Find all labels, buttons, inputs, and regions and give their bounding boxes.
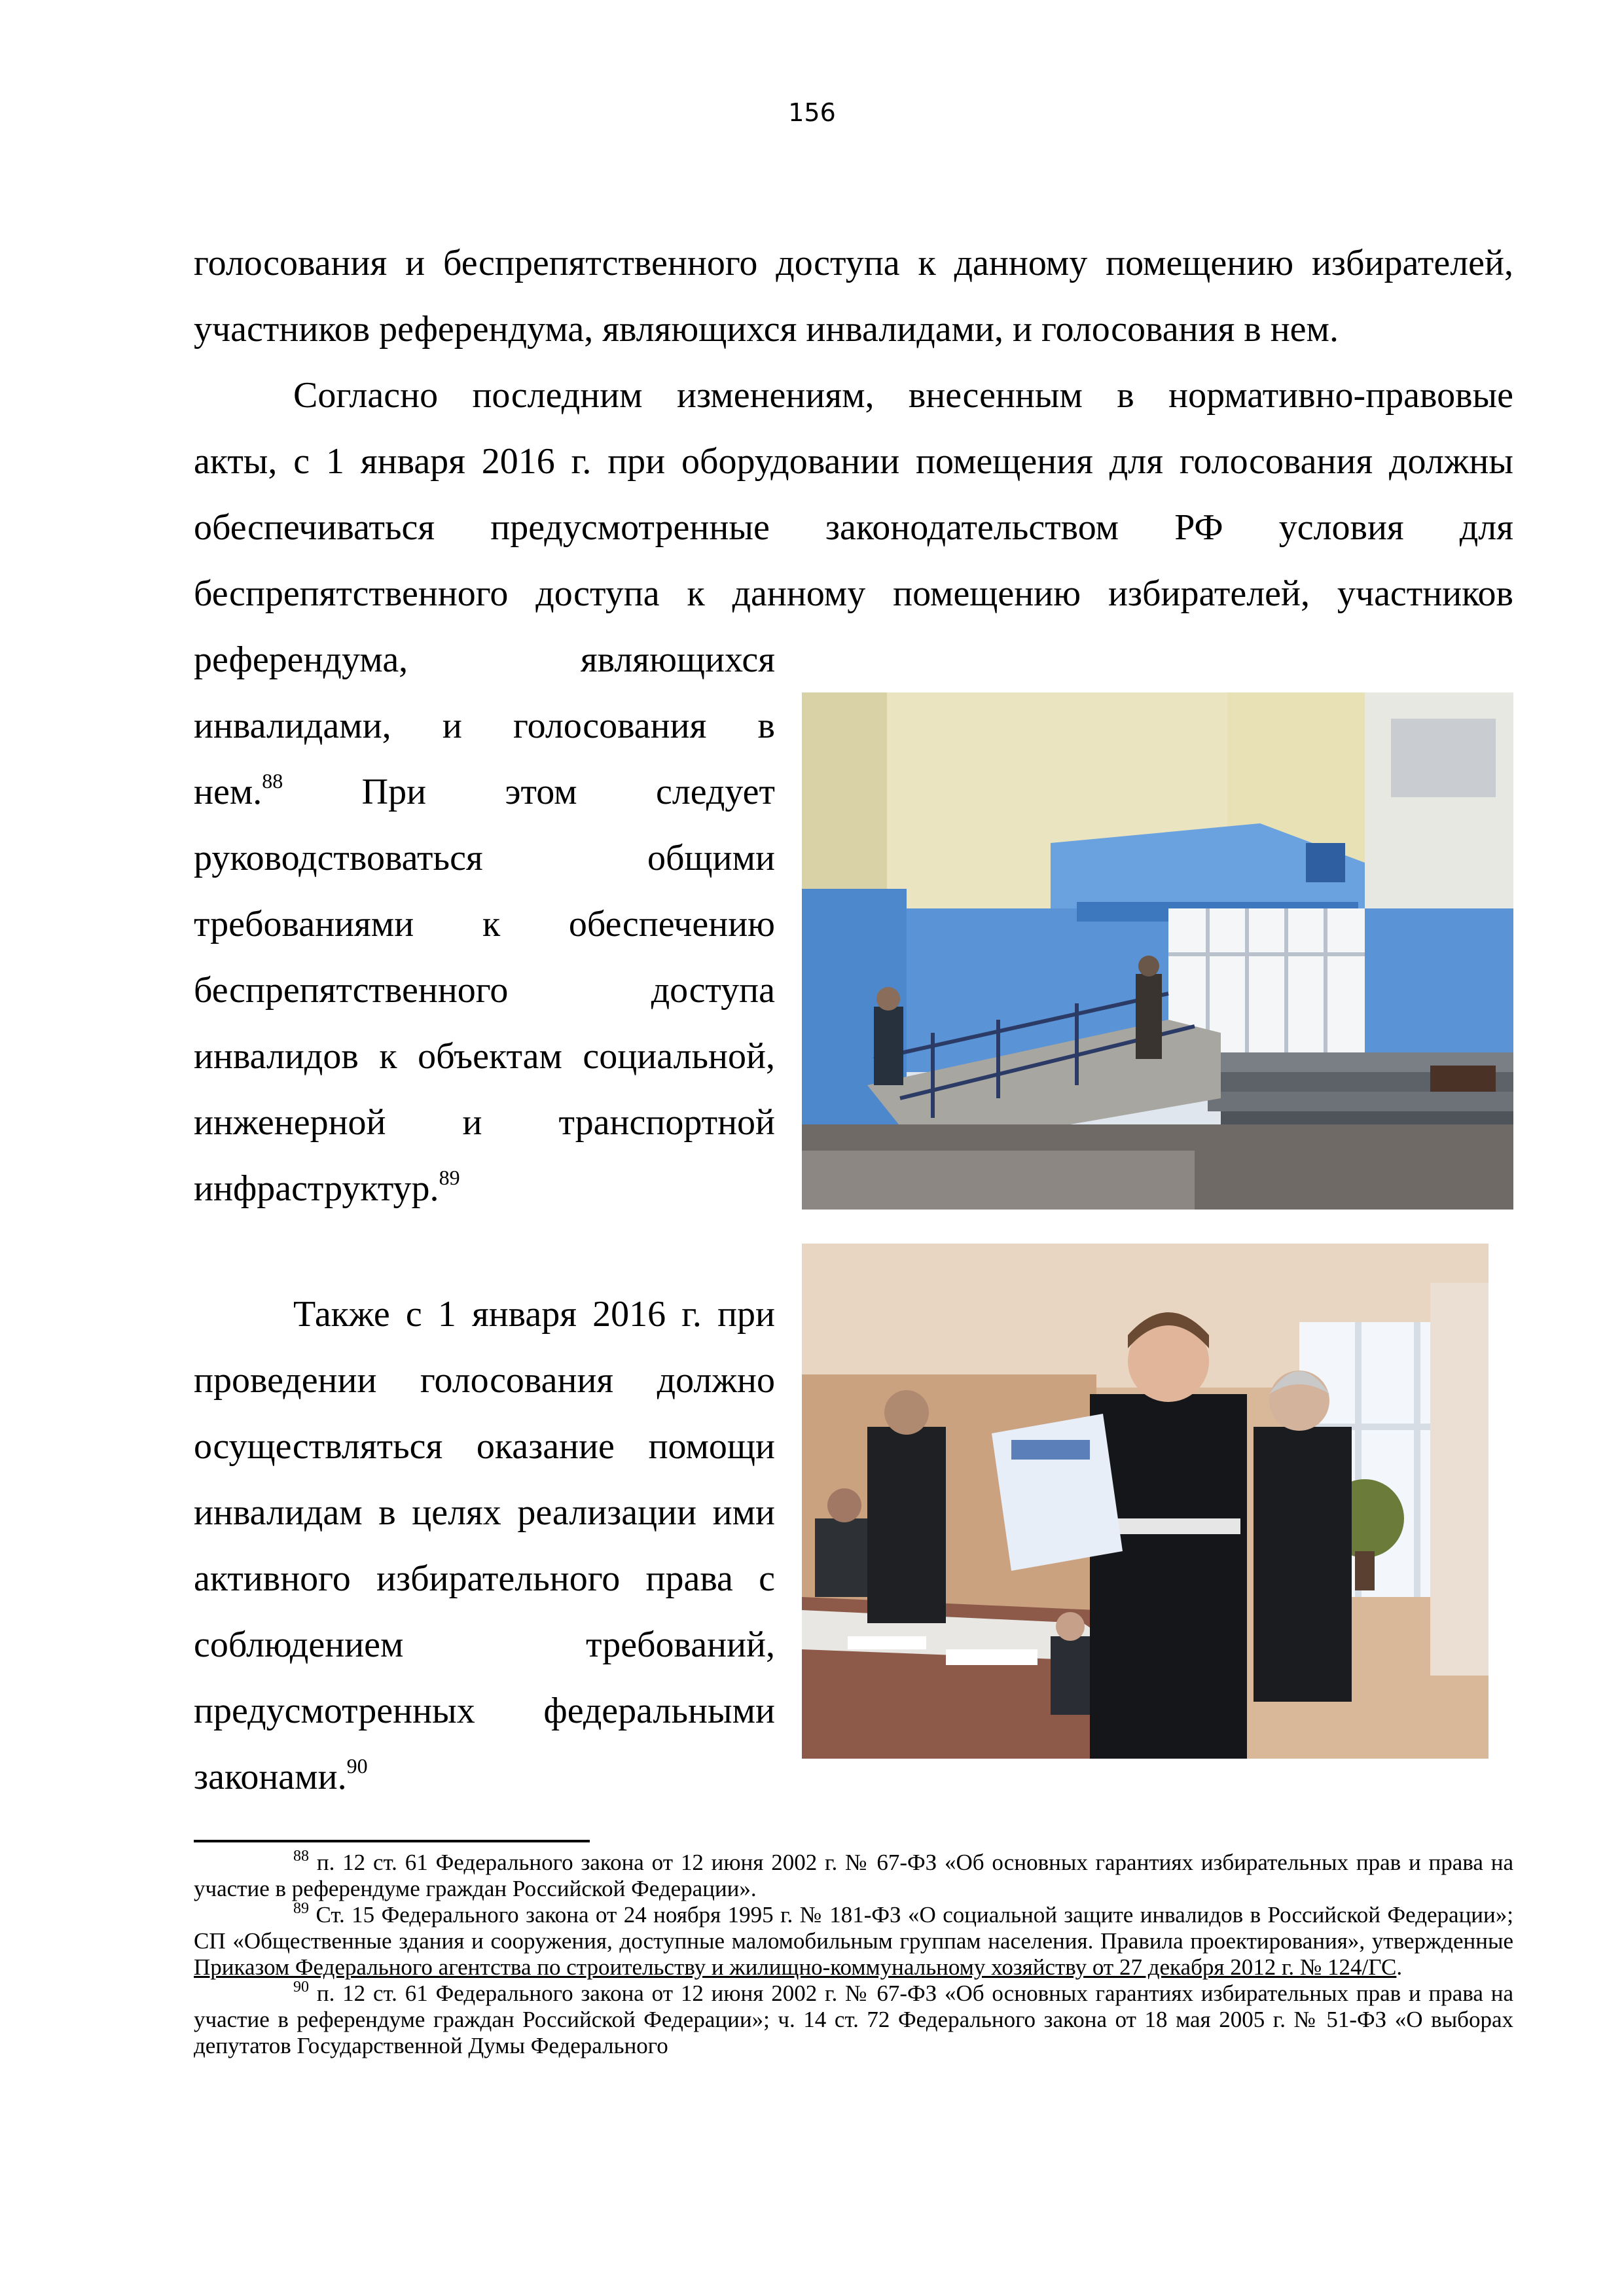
text-line: инженерной и транспортной: [194, 1102, 775, 1143]
text-line: голосования и беспрепятственного доступа к данному помещению избирателей,: [194, 243, 1513, 283]
text-fragment: законами.: [194, 1757, 347, 1797]
footnote-text: п. 12 ст. 61 Федерального закона от 12 июня 2002 г. № 67-ФЗ «Об основных гарантиях избирательных прав и права на участие в референдуме граждан Российской Федерации»; ч. 14 ст. 72 Федерального закона от 18 мая 2005 г. № 51-ФЗ «О выборах депутатов Государственной Думы Федерального: [194, 1981, 1513, 2058]
footnote-text: Ст. 15 Федерального закона от 24 ноября 1995 г. № 181-ФЗ «О социальной защите инвалидов в Российской Федерации»; СП «Общественные здания и сооружения, доступные маломобильным группам населения. Правила проектирования», утвержденные: [194, 1902, 1513, 1954]
text-line: соблюдением требований,: [194, 1624, 775, 1665]
text-fragment: При этом следует: [283, 772, 775, 812]
page-number: 156: [788, 98, 836, 127]
text-line: требованиями к обеспечению: [194, 904, 775, 944]
text-line: инвалидами, и голосования в: [194, 706, 775, 746]
photo-building-entrance: [802, 692, 1513, 1210]
text-line: обеспечиваться предусмотренные законодательством РФ условия для: [194, 507, 1513, 548]
footnote-ref-89[interactable]: 89: [439, 1166, 460, 1189]
footnote-number: 89: [293, 1900, 309, 1917]
text-line: [194, 1156, 775, 1222]
text-line: участников референдума, являющихся инвалидами, и голосования в нем.: [194, 309, 1339, 350]
footnote-ref-90[interactable]: 90: [346, 1754, 368, 1778]
text-line: инвалидов к объектам социальной,: [194, 1036, 775, 1077]
text-line: Согласно последним изменениям, внесенным в нормативно-правовые: [293, 375, 1513, 416]
footnote-number: 90: [293, 1979, 309, 1996]
footnote-ref-88[interactable]: 88: [262, 769, 283, 793]
text-line: [194, 1744, 775, 1810]
paragraph-intro: [194, 230, 1513, 363]
text-line: референдума, являющихся: [194, 639, 775, 680]
footnote-text: .: [1396, 1954, 1403, 1980]
paragraph-amendments: [194, 363, 1513, 627]
polling-station-image: [802, 1244, 1489, 1759]
footnote-separator: [194, 1840, 590, 1842]
text-fragment: нем.: [194, 772, 262, 812]
text-line: инвалидам в целях реализации ими: [194, 1492, 775, 1533]
photo-polling-station: [802, 1244, 1489, 1759]
paragraph-assistance: [194, 1282, 775, 1810]
text-line: Также с 1 января 2016 г. при: [293, 1294, 775, 1335]
text-line: [194, 759, 775, 825]
footnote-90: [194, 1981, 1513, 2059]
footnote-text: п. 12 ст. 61 Федерального закона от 12 июня 2002 г. № 67-ФЗ «Об основных гарантиях избирательных прав и права на участие в референдуме граждан Российской Федерации».: [194, 1850, 1513, 1901]
text-line: активного избирательного права с: [194, 1558, 775, 1599]
text-line: осуществляться оказание помощи: [194, 1426, 775, 1467]
text-line: беспрепятственного доступа к данному помещению избирателей, участников: [194, 573, 1513, 614]
text-fragment: инфраструктур.: [194, 1168, 439, 1209]
text-line: акты, с 1 января 2016 г. при оборудовании помещения для голосования должны: [194, 441, 1513, 482]
footnotes: [194, 1850, 1513, 2059]
text-line: проведении голосования должно: [194, 1360, 775, 1401]
footnote-89: [194, 1902, 1513, 1981]
text-line: руководствоваться общими: [194, 838, 775, 878]
text-line: предусмотренных федеральными: [194, 1691, 775, 1731]
text-line: беспрепятственного доступа: [194, 970, 775, 1011]
footnote-link[interactable]: Приказом Федерального агентства по строительству и жилищно-коммунальному хозяйству от 27 декабря 2012 г. № 124/ГС: [194, 1954, 1397, 1980]
paragraph-requirements: [194, 627, 775, 1222]
building-entrance-image: [802, 692, 1513, 1210]
footnote-number: 88: [293, 1848, 309, 1865]
footnote-88: [194, 1850, 1513, 1902]
